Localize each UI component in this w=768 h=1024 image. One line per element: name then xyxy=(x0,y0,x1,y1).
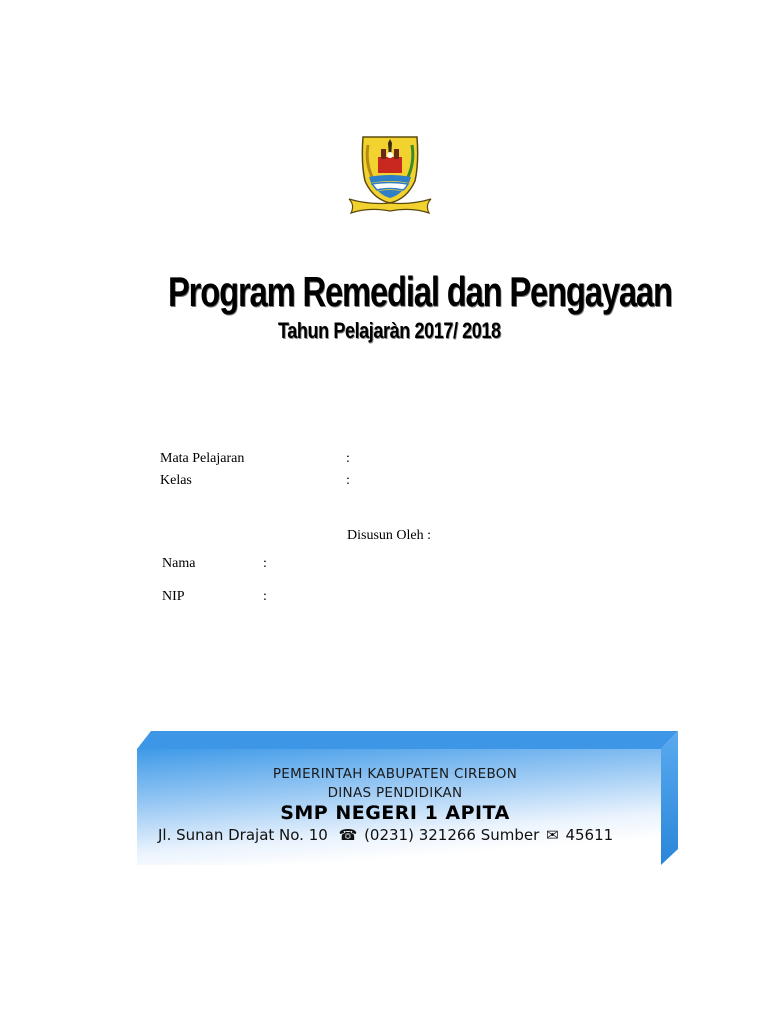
school-year-subtitle: Tahun Pelajaràn 2017/ 2018 xyxy=(278,318,501,343)
street-address: Jl. Sunan Drajat No. 10 xyxy=(158,826,328,844)
nama-separator: : xyxy=(263,556,267,571)
nip-separator: : xyxy=(263,589,267,604)
school-name: SMP NEGERI 1 APITA xyxy=(280,802,510,824)
kelas-label: Kelas xyxy=(160,473,192,488)
kelas-separator: : xyxy=(346,473,350,488)
postal-code: 45611 xyxy=(565,826,614,844)
envelope-icon: ✉ xyxy=(546,826,559,844)
nip-label: NIP xyxy=(162,589,185,604)
mata-pelajaran-separator: : xyxy=(346,451,350,466)
school-address-line xyxy=(158,826,613,844)
department-name: DINAS PENDIDIKAN xyxy=(327,785,463,801)
nama-label: Nama xyxy=(162,556,196,571)
mata-pelajaran-label: Mata Pelajaran xyxy=(160,451,245,466)
telephone-icon: ☎ xyxy=(338,826,358,844)
document-title: Program Remedial dan Pengayaan xyxy=(168,268,672,315)
cirebon-regency-emblem-icon xyxy=(345,133,435,218)
disusun-oleh-label: Disusun Oleh : xyxy=(347,528,431,543)
phone-number: (0231) 321266 Sumber xyxy=(364,826,540,844)
government-name: PEMERINTAH KABUPATEN CIREBON xyxy=(272,766,518,782)
